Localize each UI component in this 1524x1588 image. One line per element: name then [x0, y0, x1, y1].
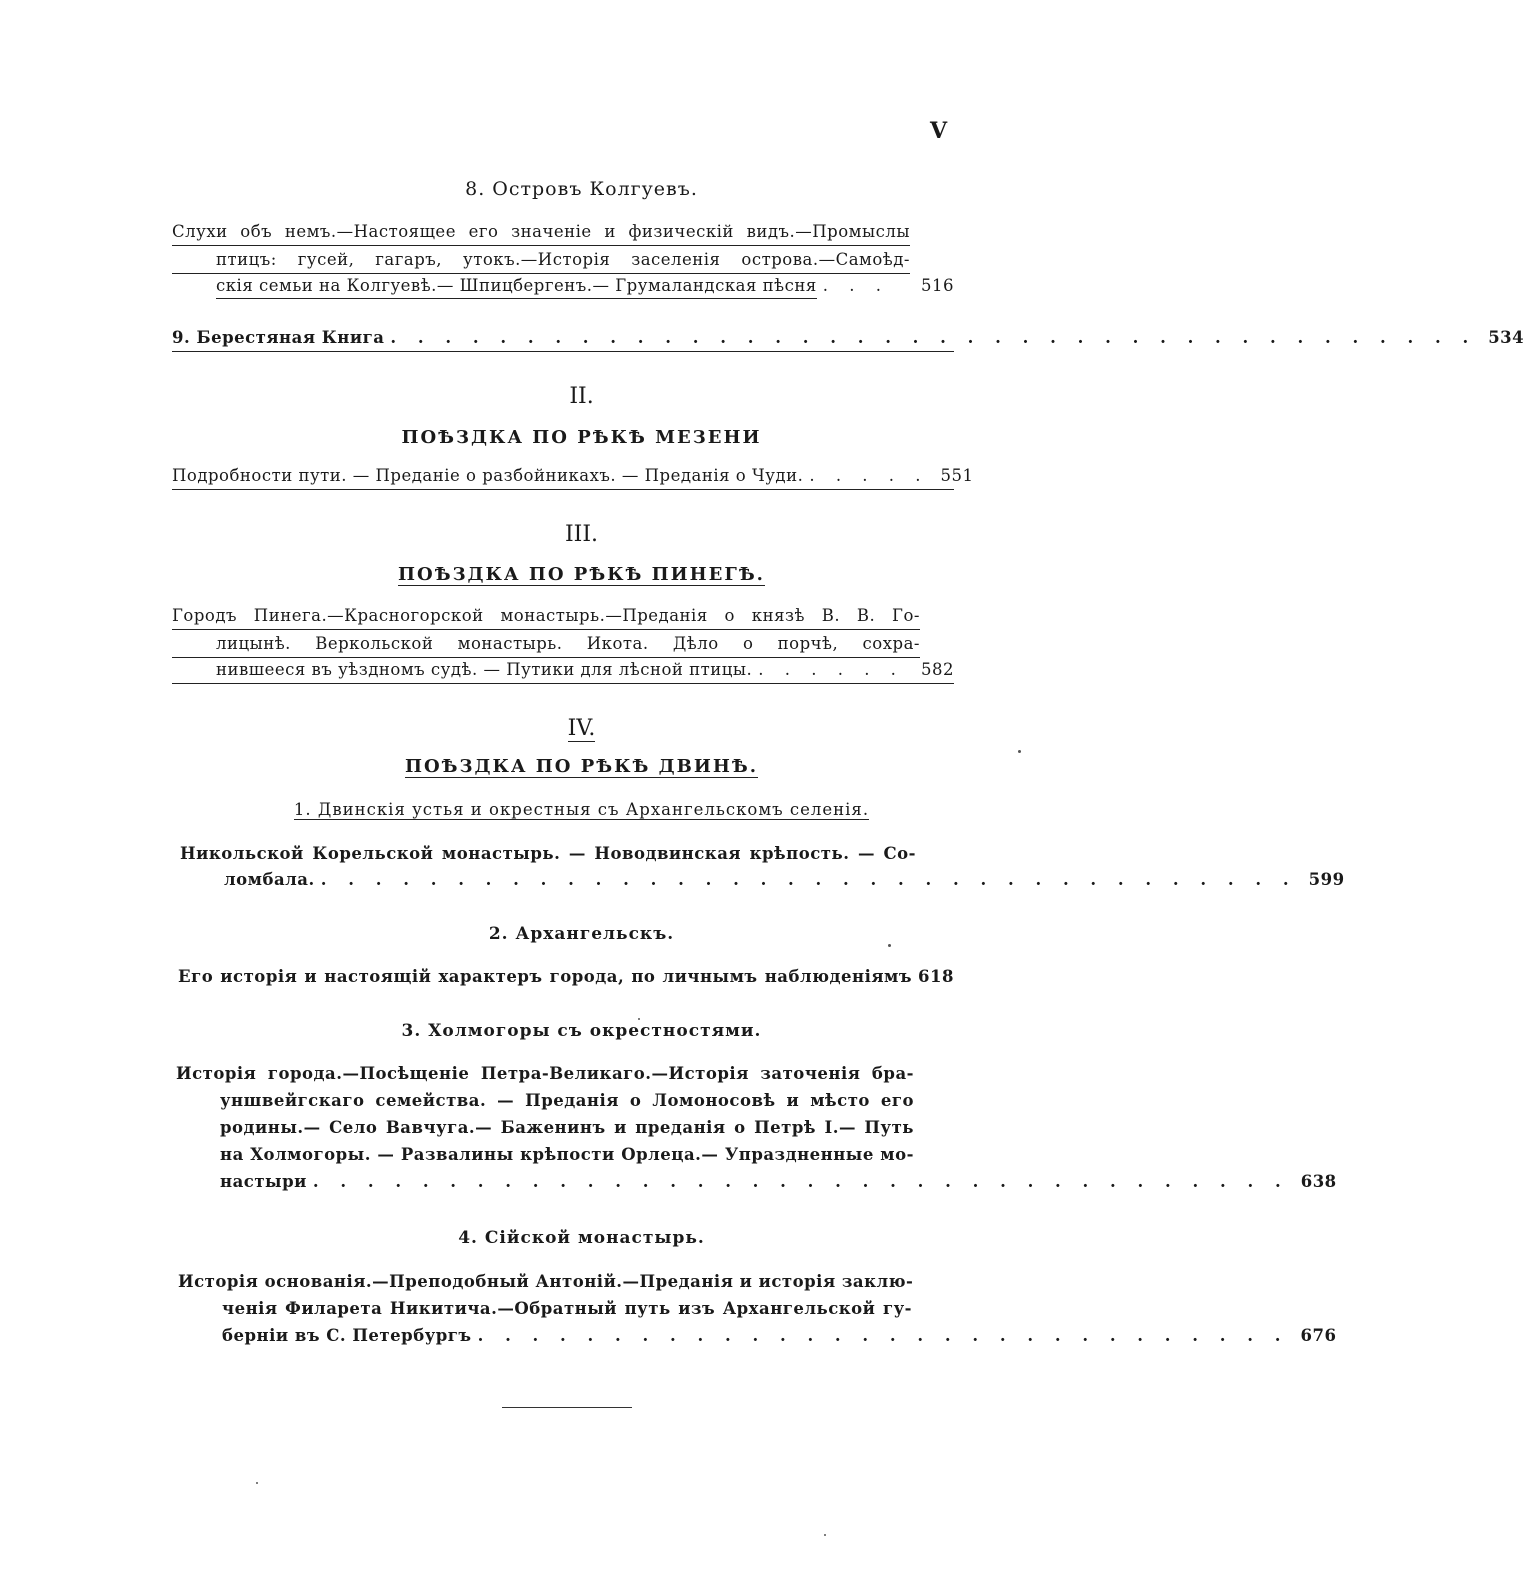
subsection-3-entry-last: настыри . . . . . . . . . . . . . . . . . . . . . . . . . . . . . . . . . . . . 638: [176, 1168, 954, 1195]
part-4-title: ПОѢЗДКА ПО РѢКѢ ДВИНѢ.: [405, 756, 758, 777]
subsection-4-title: 4. Сійской монастырь.: [458, 1228, 705, 1248]
scan-speck: [1018, 750, 1021, 753]
toc-line: ломбала.: [224, 870, 315, 889]
subsection-2-entry: [178, 963, 954, 990]
toc-line: настыри: [220, 1172, 307, 1191]
page-ref: 676: [1300, 1326, 1337, 1345]
page-number: V: [930, 118, 948, 144]
toc-line: Никольской Корельской монастырь. — Новодвинская крѣпость. — Со-: [180, 844, 916, 863]
part-3-roman: III.: [564, 522, 599, 547]
part-2-title: ПОѢЗДКА ПО РѢКѢ МЕЗЕНИ: [401, 427, 762, 448]
toc-line: Исторія основанія.—Преподобный Антоній.—Преданія и исторія заклю-: [178, 1272, 914, 1291]
toc-line: нившееся въ уѣздномъ судѣ. — Путики для лѣсной птицы.: [216, 660, 753, 679]
toc-line: скія семьи на Колгуевѣ.— Шпицбергенъ.— Грумаландская пѣсня: [216, 272, 817, 299]
part-3-entry: [172, 602, 920, 658]
scan-speck: [638, 1018, 640, 1020]
scan-speck: [256, 1482, 258, 1484]
subsection-4-entry: [178, 1268, 912, 1322]
scan-speck: [888, 944, 891, 947]
part-2-entry: Подробности пути. — Преданіе о разбойникахъ. — Преданія о Чуди. . . . . . 551: [172, 462, 954, 490]
toc-line: на Холмогоры. — Развалины крѣпости Орлеца.— Упраздненные мо-: [220, 1145, 914, 1164]
toc-line: Его исторія и настоящій характеръ города, по личнымъ наблюденіямъ: [178, 967, 913, 986]
toc-line: Исторія города.—Посѣщеніе Петра-Великаго.—Исторія заточенія бра-: [176, 1064, 914, 1083]
part-3-title: ПОѢЗДКА ПО РѢКѢ ПИНЕГѢ.: [398, 564, 765, 585]
subsection-4-entry-last: берніи въ С. Петербургъ . . . . . . . . . . . . . . . . . . . . . . . . . . . . . . 676: [178, 1322, 948, 1349]
page-ref: 638: [1300, 1172, 1337, 1191]
subsection-3-title: 3. Холмогоры съ окрестностями.: [401, 1021, 762, 1041]
toc-line: птицъ: гусей, гагаръ, утокъ.—Исторія заселенія острова.—Самоѣд-: [216, 250, 910, 269]
subsection-3-entry: [176, 1060, 914, 1168]
subsection-1-entry: [180, 840, 916, 867]
toc-line: лицынѣ. Веркольской монастырь. Икота. Дѣло о порчѣ, сохра-: [216, 634, 920, 653]
page-ref: 618: [918, 967, 954, 986]
scan-speck: [824, 1534, 826, 1536]
page-ref: 534: [1488, 328, 1524, 347]
page-ref: 582: [921, 660, 954, 679]
section-9-title: 9. Берестяная Книга: [172, 328, 385, 347]
closing-rule: [502, 1407, 632, 1408]
page-ref: 516: [921, 276, 954, 295]
subsection-1-entry-last: ломбала. . . . . . . . . . . . . . . . . . . . . . . . . . . . . . . . . . . . . 599: [180, 866, 954, 893]
section-8-entry-last: скія семьи на Колгуевѣ.— Шпицбергенъ.— Грумаландская пѣсня . . . 516: [172, 272, 954, 299]
part-2-roman: II.: [569, 384, 594, 409]
toc-line: Слухи объ немъ.—Настоящее его значеніе и физическій видъ.—Промыслы: [172, 222, 910, 241]
page-ref: 551: [940, 466, 974, 485]
toc-line: Городъ Пинега.—Красногорской монастырь.—Преданія о князѣ В. В. Го-: [172, 606, 920, 625]
toc-line: уншвейгскаго семейства. — Преданія о Ломоносовѣ и мѣсто его: [220, 1091, 914, 1110]
part-4-roman: IV.: [567, 716, 596, 741]
toc-line: ченія Филарета Никитича.—Обратный путь изъ Архангельской гу-: [222, 1299, 912, 1318]
toc-line: берніи въ С. Петербургъ: [222, 1326, 472, 1345]
toc-line: родины.— Село Вавчуга.— Баженинъ и преданія о Петрѣ I.— Путь: [220, 1118, 914, 1137]
subsection-1-title: 1. Двинскія устья и окрестныя съ Архангельскомъ селенія.: [293, 800, 870, 819]
section-8-title: 8. Островъ Колгуевъ.: [465, 178, 698, 200]
section-9-entry: 9. Берестяная Книга . . . . . . . . . . . . . . . . . . . . . . . . . . . . . . . . . . . . . . . . 534: [172, 324, 954, 352]
part-3-entry-last: нившееся въ уѣздномъ судѣ. — Путики для лѣсной птицы. . . . . . . 582: [172, 656, 954, 684]
subsection-2-title: 2. Архангельскъ.: [488, 924, 675, 944]
page-ref: 599: [1308, 870, 1345, 889]
toc-line: Подробности пути. — Преданіе о разбойникахъ. — Преданія о Чуди.: [172, 466, 804, 485]
section-8-entry: [172, 218, 910, 274]
